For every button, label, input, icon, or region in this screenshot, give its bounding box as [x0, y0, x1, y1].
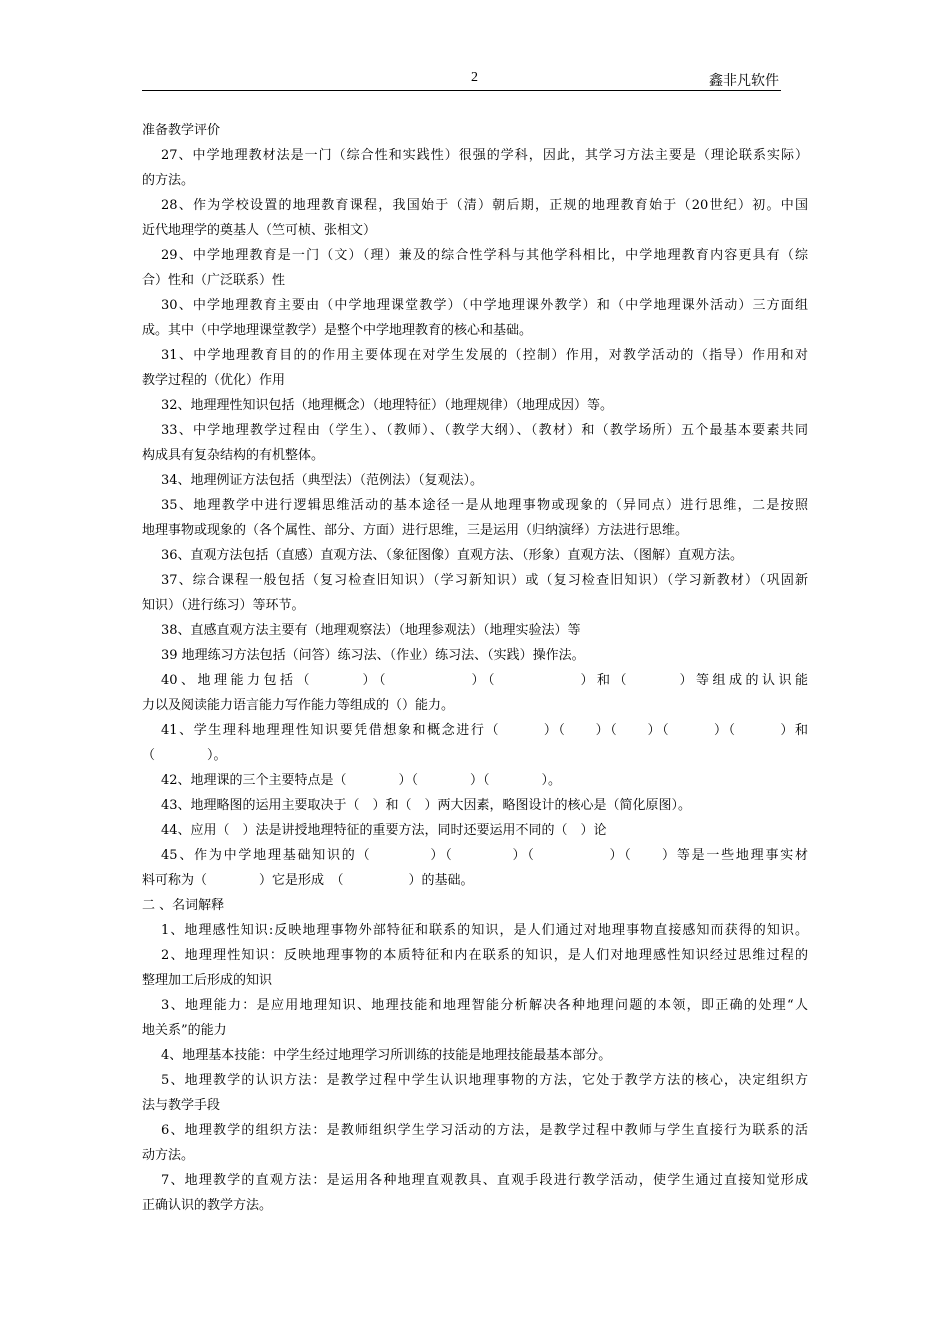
text-line: 法与教学手段: [142, 1098, 221, 1113]
text-line: 6、地理教学的组织方法：是教师组织学生学习活动的方法，是教学过程中教师与学生直接行为联系的活: [161, 1123, 808, 1138]
text-line: 5、地理教学的认识方法：是教学过程中学生认识地理事物的方法，它处于教学方法的核心，决定组织方: [161, 1073, 808, 1088]
text-line: 38、直感直观方法主要有（地理观察法）（地理参观法）（地理实验法）等: [161, 623, 581, 638]
text-line: 45、作为中学地理基础知识的（ ）（ ）（ ）（ ）等是一些地理事实材: [161, 848, 808, 863]
text-line: 料可称为（ ）它是形成 （ ）的基础。: [142, 873, 474, 888]
text-line: （ ）。: [142, 748, 227, 763]
text-line: 39 地理练习方法包括（问答）练习法、（作业）练习法、（实践）操作法。: [161, 648, 585, 663]
text-line: 44、应用（ ）法是讲授地理特征的重要方法，同时还要运用不同的（ ）论: [161, 823, 607, 838]
text-line: 33、中学地理教学过程由（学生）、（教师）、（教学大纲）、（教材）和（教学场所）五个最基本要素共同: [161, 423, 808, 438]
text-line: 3、地理能力：是应用地理知识、地理技能和地理智能分析解决各种地理问题的本领，即正确的处理“人: [161, 998, 808, 1013]
text-line: 32、地理理性知识包括（地理概念）（地理特征）（地理规律）（地理成因）等。: [161, 398, 614, 413]
text-line: 2、地理理性知识：反映地理事物的本质特征和内在联系的知识，是人们对地理感性知识经过思维过程的: [161, 948, 808, 963]
text-line: 28、作为学校设置的地理教育课程，我国始于（清）朝后期，正规的地理教育始于（20世纪）初。中国: [161, 198, 808, 213]
text-line: 1、地理感性知识:反映地理事物外部特征和联系的知识，是人们通过对地理事物直接感知而获得的知识。: [161, 923, 808, 938]
text-line: 的方法。: [142, 173, 195, 188]
text-line: 40、地理能力包括（ ）（ ）（ ）和（ ）等组成的认识能: [161, 673, 808, 688]
text-line: 合）性和（广泛联系）性: [142, 273, 286, 288]
page-number: 2: [471, 70, 478, 85]
text-line: 7、地理教学的直观方法：是运用各种地理直观教具、直观手段进行教学活动，使学生通过直接知觉形成: [161, 1173, 808, 1188]
text-line: 37、综合课程一般包括（复习检查旧知识）（学习新知识）或（复习检查旧知识）（学习新教材）（巩固新: [161, 573, 808, 588]
text-line: 35、地理教学中进行逻辑思维活动的基本途径一是从地理事物或现象的（异同点）进行思维，二是按照: [161, 498, 808, 513]
text-line: 近代地理学的奠基人（竺可桢、张相文）: [142, 223, 377, 238]
text-line: 地理事物或现象的（各个属性、部分、方面）进行思维，三是运用（归纳演绎）方法进行思维。: [142, 523, 689, 538]
text-line: 41、学生理科地理理性知识要凭借想象和概念进行（ ）（ ）（ ）（ ）（ ）和: [161, 723, 808, 738]
text-line: 36、直观方法包括（直感）直观方法、（象征图像）直观方法、（形象）直观方法、（图解）直观方法。: [161, 548, 744, 563]
text-line: 43、地理略图的运用主要取决于（ ）和（ ）两大因素，略图设计的核心是（简化原图）。: [161, 798, 692, 813]
text-line: 教学过程的（优化）作用: [142, 373, 286, 388]
text-line: 成。其中（中学地理课堂教学）是整个中学地理教育的核心和基础。: [142, 323, 533, 338]
text-line: 整理加工后形成的知识: [142, 973, 273, 988]
text-line: 正确认识的教学方法。: [142, 1198, 273, 1213]
document-body: [142, 118, 808, 1218]
text-line: 30、中学地理教育主要由（中学地理课堂教学）（中学地理课外教学）和（中学地理课外活动）三方面组: [161, 298, 808, 313]
page-header: [142, 70, 781, 91]
text-line: 34、地理例证方法包括（典型法）（范例法）（复观法）。: [161, 473, 484, 488]
header-brand: 鑫非凡软件: [709, 73, 779, 89]
text-line: 27、中学地理教材法是一门（综合性和实践性）很强的学科，因此，其学习方法主要是（理论联系实际）: [161, 148, 808, 163]
text-line: 准备教学评价: [142, 123, 221, 138]
text-line: 31、中学地理教育目的的作用主要体现在对学生发展的（控制）作用，对教学活动的（指导）作用和对: [161, 348, 808, 363]
text-line: 力以及阅读能力语言能力写作能力等组成的（）能力。: [142, 698, 455, 713]
text-line: 4、地理基本技能：中学生经过地理学习所训练的技能是地理技能最基本部分。: [161, 1048, 612, 1063]
text-line: 二 、名词解释: [142, 898, 225, 913]
text-line: 29、中学地理教育是一门（文）（理）兼及的综合性学科与其他学科相比，中学地理教育内容更具有（综: [161, 248, 808, 263]
text-line: 地关系”的能力: [142, 1023, 227, 1038]
text-line: 知识）（进行练习）等环节。: [142, 598, 305, 613]
text-line: 构成具有复杂结构的有机整体。: [142, 448, 325, 463]
text-line: 42、地理课的三个主要特点是（ ）（ ）（ ）。: [161, 773, 562, 788]
text-line: 动方法。: [142, 1148, 195, 1163]
